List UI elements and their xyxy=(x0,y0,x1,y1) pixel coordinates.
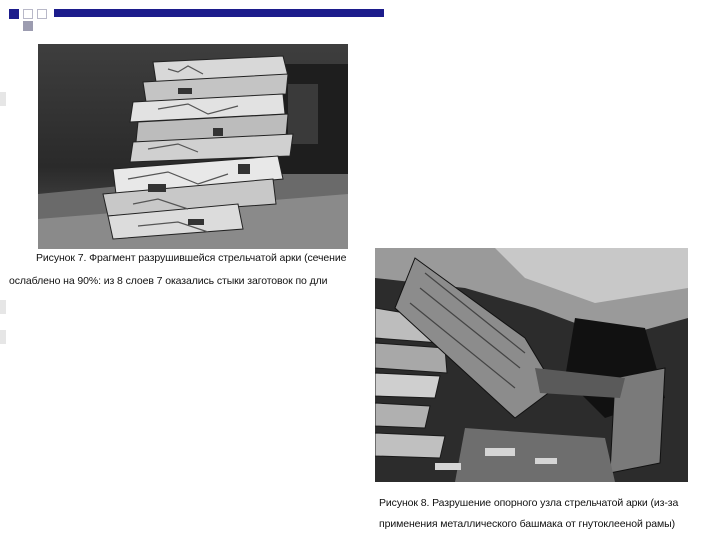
figure8-photo xyxy=(375,248,688,482)
header-square-white-2 xyxy=(37,9,47,19)
edge-mark xyxy=(0,92,6,106)
figure7-caption-line2: ослаблено на 90%: из 8 слоев 7 оказались стыки заготовок по дли xyxy=(9,275,328,287)
figure7-photo xyxy=(38,44,348,249)
header-square-navy xyxy=(9,9,19,19)
figure7-caption-line1: Рисунок 7. Фрагмент разрушившейся стрельчатой арки (сечение xyxy=(36,252,347,264)
header-square-white-1 xyxy=(23,9,33,19)
edge-mark xyxy=(0,330,6,344)
figure7-image xyxy=(38,44,348,249)
figure8-caption-line1: Рисунок 8. Разрушение опорного узла стрельчатой арки (из-за xyxy=(379,497,679,509)
figure8-caption-line2: применения металлического башмака от гнутоклееной рамы) xyxy=(379,518,675,530)
edge-mark xyxy=(0,300,6,314)
header-square-grey xyxy=(23,21,33,31)
figure8-image xyxy=(375,248,688,482)
header-accent-line xyxy=(54,9,384,17)
